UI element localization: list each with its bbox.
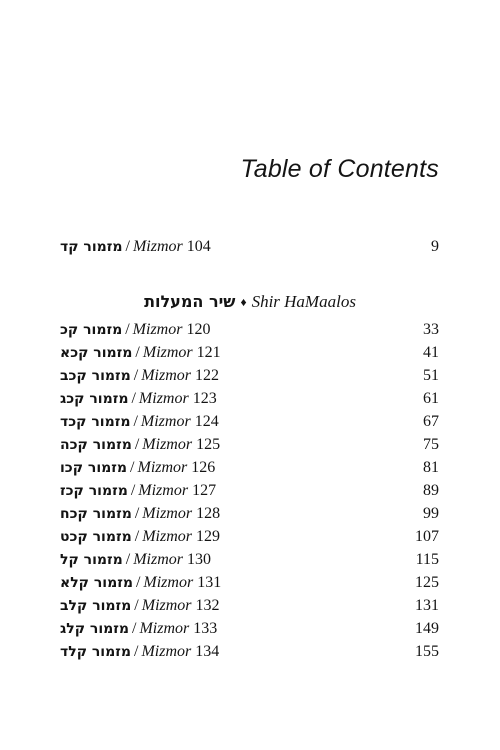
page-title: Table of Contents	[240, 154, 439, 183]
psalm-number: 124	[194, 413, 219, 430]
entry-label	[60, 595, 220, 617]
toc-entry[interactable]	[0, 388, 500, 410]
separator: /	[133, 643, 139, 660]
toc-entry[interactable]	[0, 595, 500, 617]
english-title: Mizmor	[143, 574, 194, 591]
entry-label	[60, 236, 211, 258]
psalm-number: 126	[191, 459, 216, 476]
separator: /	[132, 620, 137, 637]
page-number: 89	[423, 482, 439, 499]
toc-entry[interactable]	[0, 503, 500, 525]
separator: /	[130, 482, 136, 499]
entry-label	[60, 641, 219, 663]
psalm-number: 121	[196, 344, 221, 361]
english-title: Mizmor	[141, 367, 191, 384]
section-english-title: Shir HaMaalos	[251, 292, 356, 311]
english-title: Mizmor	[132, 321, 183, 338]
separator: /	[125, 238, 130, 255]
english-title: Mizmor	[137, 459, 188, 476]
page-number: 67	[423, 413, 439, 430]
page-number: 115	[415, 551, 439, 568]
separator: /	[130, 459, 135, 476]
psalm-number: 130	[187, 551, 211, 568]
toc-entry[interactable]	[0, 411, 500, 433]
diamond-icon: ♦	[240, 295, 247, 309]
separator: /	[134, 528, 140, 545]
separator: /	[125, 321, 130, 338]
page-number: 107	[415, 528, 439, 545]
english-title: Mizmor	[142, 436, 193, 453]
entry-label	[60, 572, 221, 594]
toc-entry[interactable]	[0, 572, 500, 594]
hebrew-title: מזמור קלד	[60, 644, 131, 660]
separator: /	[133, 413, 138, 430]
toc-entry[interactable]	[0, 549, 500, 571]
english-title: Mizmor	[138, 390, 189, 407]
english-title: Mizmor	[142, 528, 192, 545]
english-title: Mizmor	[133, 551, 183, 568]
section-heading	[0, 290, 500, 314]
hebrew-title: מזמור קלא	[60, 575, 133, 591]
english-title: Mizmor	[140, 413, 191, 430]
entry-label	[60, 319, 210, 341]
psalm-number: 127	[192, 482, 217, 499]
entry-label	[60, 434, 220, 456]
hebrew-title: מזמור קכט	[60, 529, 132, 545]
page-number: 75	[423, 436, 439, 453]
hebrew-title: מזמור קכב	[60, 368, 131, 384]
separator: /	[133, 367, 139, 384]
hebrew-title: מזמור קכג	[60, 391, 129, 407]
page-number: 155	[415, 643, 439, 660]
english-title: Mizmor	[142, 505, 193, 522]
hebrew-title: מזמור קכו	[60, 460, 128, 476]
toc-entry[interactable]	[0, 236, 500, 258]
toc-entry[interactable]	[0, 365, 500, 387]
page-number: 51	[423, 367, 439, 384]
psalm-number: 134	[195, 643, 220, 660]
hebrew-title: מזמור קד	[60, 239, 123, 255]
page-number: 125	[415, 574, 439, 591]
hebrew-title: מזמור קלב	[60, 598, 132, 614]
hebrew-title: מזמור קל	[60, 552, 123, 568]
page-number: 41	[423, 344, 439, 361]
english-title: Mizmor	[141, 643, 192, 660]
entry-label	[60, 457, 215, 479]
page-number: 81	[423, 459, 439, 476]
hebrew-title: מזמור קכה	[60, 437, 132, 453]
separator: /	[134, 505, 140, 522]
entry-label	[60, 526, 220, 548]
entry-label	[60, 342, 221, 364]
page-number: 9	[431, 238, 439, 255]
separator: /	[131, 390, 136, 407]
entry-label	[60, 411, 219, 433]
section-hebrew-title: שיר המעלות	[144, 292, 236, 311]
entry-label	[60, 503, 220, 525]
toc-entry[interactable]	[0, 434, 500, 456]
toc-entry[interactable]	[0, 526, 500, 548]
entry-label	[60, 480, 216, 502]
english-title: Mizmor	[132, 238, 183, 255]
entry-label	[60, 388, 217, 410]
toc-entry[interactable]	[0, 480, 500, 502]
english-title: Mizmor	[139, 620, 190, 637]
psalm-number: 123	[192, 390, 217, 407]
toc-entry[interactable]	[0, 641, 500, 663]
psalm-number: 133	[193, 620, 218, 637]
page-number: 99	[423, 505, 439, 522]
toc-entry[interactable]	[0, 319, 500, 341]
hebrew-title: מזמור קלג	[60, 621, 130, 637]
hebrew-title: מזמור קכא	[60, 345, 133, 361]
separator: /	[134, 436, 140, 453]
toc-entry[interactable]	[0, 618, 500, 640]
separator: /	[135, 574, 141, 591]
psalm-number: 120	[186, 321, 211, 338]
page-number: 131	[415, 597, 439, 614]
entry-label	[60, 549, 211, 571]
separator: /	[125, 551, 131, 568]
hebrew-title: מזמור קכח	[60, 506, 132, 522]
psalm-number: 129	[195, 528, 220, 545]
english-title: Mizmor	[141, 597, 192, 614]
toc-entry[interactable]	[0, 342, 500, 364]
psalm-number: 125	[196, 436, 221, 453]
english-title: Mizmor	[138, 482, 189, 499]
psalm-number: 104	[186, 238, 211, 255]
page-number: 149	[415, 620, 439, 637]
psalm-number: 131	[197, 574, 222, 591]
psalm-number: 132	[195, 597, 220, 614]
toc-entry[interactable]	[0, 457, 500, 479]
entry-label	[60, 618, 217, 640]
separator: /	[135, 344, 140, 361]
page-number: 33	[423, 321, 439, 338]
psalm-number: 122	[195, 367, 219, 384]
psalm-number: 128	[196, 505, 221, 522]
hebrew-title: מזמור קכז	[60, 483, 128, 499]
hebrew-title: מזמור קכד	[60, 414, 131, 430]
entry-label	[60, 365, 219, 387]
page-number: 61	[423, 390, 439, 407]
hebrew-title: מזמור קכ	[60, 322, 123, 338]
english-title: Mizmor	[142, 344, 193, 361]
separator: /	[134, 597, 139, 614]
